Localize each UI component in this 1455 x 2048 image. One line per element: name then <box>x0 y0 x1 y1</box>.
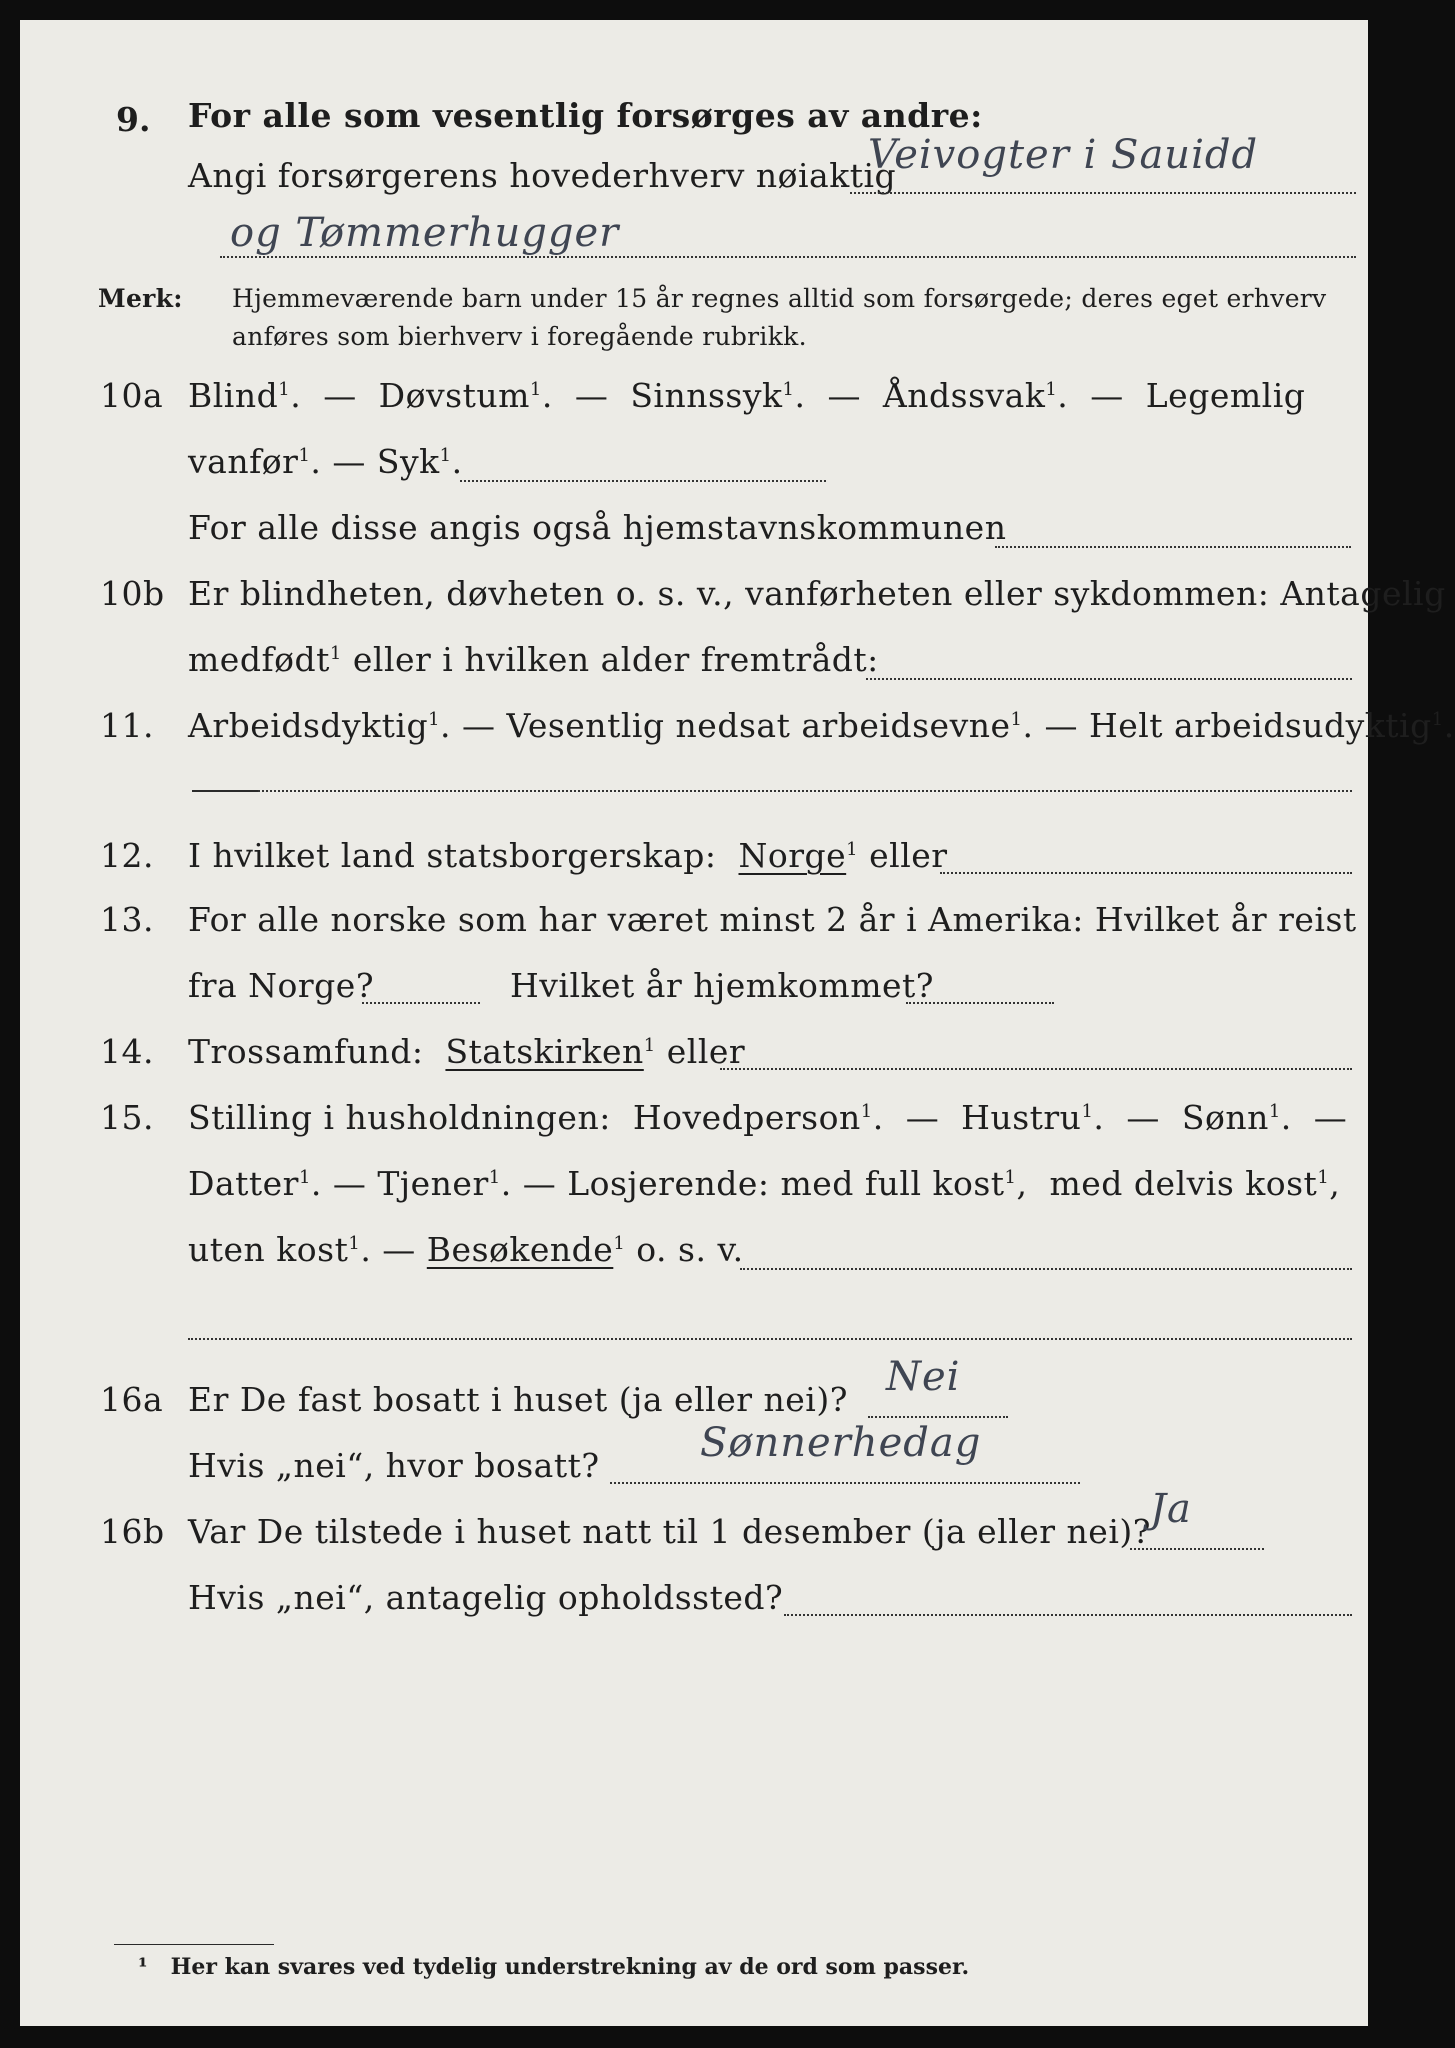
q10a-line1: Blind$^1$. — Døvstum$^1$. — Sinnssyk$^1$. — Åndssvak$^1$. — Legemlig <box>188 376 1306 415</box>
q16a-handwritten-answer: Nei <box>886 1354 961 1400</box>
q16b-number: 16b <box>100 1512 165 1551</box>
q16b-prompt2: Hvis „nei“, antagelig opholdssted? <box>188 1578 784 1617</box>
q9-number: 9. <box>116 100 151 139</box>
q9-prompt: Angi forsørgerens hovederhverv nøiaktig <box>188 156 897 195</box>
q11-number: 11. <box>100 706 154 745</box>
q10a-syk-line <box>460 480 826 482</box>
q13-line2a: fra Norge? <box>188 966 375 1005</box>
merk-line1: Hjemmeværende barn under 15 år regnes alltid som forsørgede; deres eget erhverv <box>232 284 1327 313</box>
q10b-answer-line <box>866 678 1352 680</box>
q16a-prompt2: Hvis „nei“, hvor bosatt? <box>188 1446 600 1485</box>
q15-answer-line2 <box>188 1338 1352 1340</box>
q16b-answer-line2 <box>784 1614 1352 1616</box>
q16b-answer-line <box>1130 1548 1264 1550</box>
q14-number: 14. <box>100 1032 154 1071</box>
q9-answer-line2 <box>220 256 1356 258</box>
q10b-line2: medfødt$^1$ eller i hvilken alder fremtrådt: <box>188 640 879 679</box>
q12-line: I hvilket land statsborgerskap: Norge$^1$ eller <box>188 836 948 875</box>
q16b-prompt: Var De tilstede i huset natt til 1 desember (ja eller nei)? <box>188 1512 1151 1551</box>
q13-line1: For alle norske som har været minst 2 år i Amerika: Hvilket år reist <box>188 900 1357 939</box>
q10a-line2: vanfør$^1$. — Syk$^1$. <box>188 442 463 481</box>
q14-answer-line <box>720 1068 1352 1070</box>
q9-handwritten-answer-1: Veivogter i Sauidd <box>868 132 1259 178</box>
q10a-number: 10a <box>100 376 164 415</box>
q9-handwritten-answer-2: og Tømmerhugger <box>230 210 620 256</box>
q12-number: 12. <box>100 836 154 875</box>
q12-answer-line <box>940 872 1352 874</box>
footnote-divider <box>114 1944 274 1945</box>
q15-line3: uten kost$^1$. — Besøkende$^1$ o. s. v. <box>188 1230 744 1269</box>
census-form-page <box>20 20 1455 2026</box>
merk-label: Merk: <box>98 284 183 313</box>
q15-line1: Stilling i husholdningen: Hovedperson$^1$. — Hustru$^1$. — Sønn$^1$. — <box>188 1098 1348 1137</box>
q16a-answer-line <box>868 1416 1008 1418</box>
q16a-handwritten-answer2: Sønnerhedag <box>700 1420 982 1466</box>
q9-answer-line1 <box>850 192 1356 194</box>
q16b-handwritten-answer: Ja <box>1150 1486 1192 1532</box>
q14-line: Trossamfund: Statskirken$^1$ eller <box>188 1032 746 1071</box>
q9-title: For alle som vesentlig forsørges av andre: <box>188 96 983 135</box>
q15-answer-line1 <box>740 1268 1352 1270</box>
q13-reist-line <box>362 1002 480 1004</box>
merk-line2: anføres som bierhverv i foregående rubrikk. <box>232 322 807 351</box>
q16a-number: 16a <box>100 1380 164 1419</box>
q10b-number: 10b <box>100 574 165 613</box>
q10b-line1: Er blindheten, døvheten o. s. v., vanførheten eller sykdommen: Antagelig <box>188 574 1446 613</box>
footnote: ¹ Her kan svares ved tydelig understrekning av de ord som passer. <box>138 1954 970 1980</box>
q10a-line3: For alle disse angis også hjemstavnskommunen <box>188 508 1007 547</box>
q13-line2b: Hvilket år hjemkommet? <box>510 966 934 1005</box>
q15-line2: Datter$^1$. — Tjener$^1$. — Losjerende: med full kost$^1$, med delvis kost$^1$, <box>188 1164 1341 1203</box>
q11-answer-line <box>258 790 1352 792</box>
q11-rule-stub <box>192 790 258 792</box>
q16a-prompt: Er De fast bosatt i huset (ja eller nei)? <box>188 1380 848 1419</box>
q11-line: Arbeidsdyktig$^1$. — Vesentlig nedsat arbeidsevne$^1$. — Helt arbeidsudyktig$^1$. <box>188 706 1455 745</box>
q10a-hjemstavn-line <box>995 546 1351 548</box>
q16a-answer-line2 <box>610 1482 1080 1484</box>
q13-hjemkommet-line <box>906 1002 1054 1004</box>
q15-number: 15. <box>100 1098 154 1137</box>
q13-number: 13. <box>100 900 154 939</box>
